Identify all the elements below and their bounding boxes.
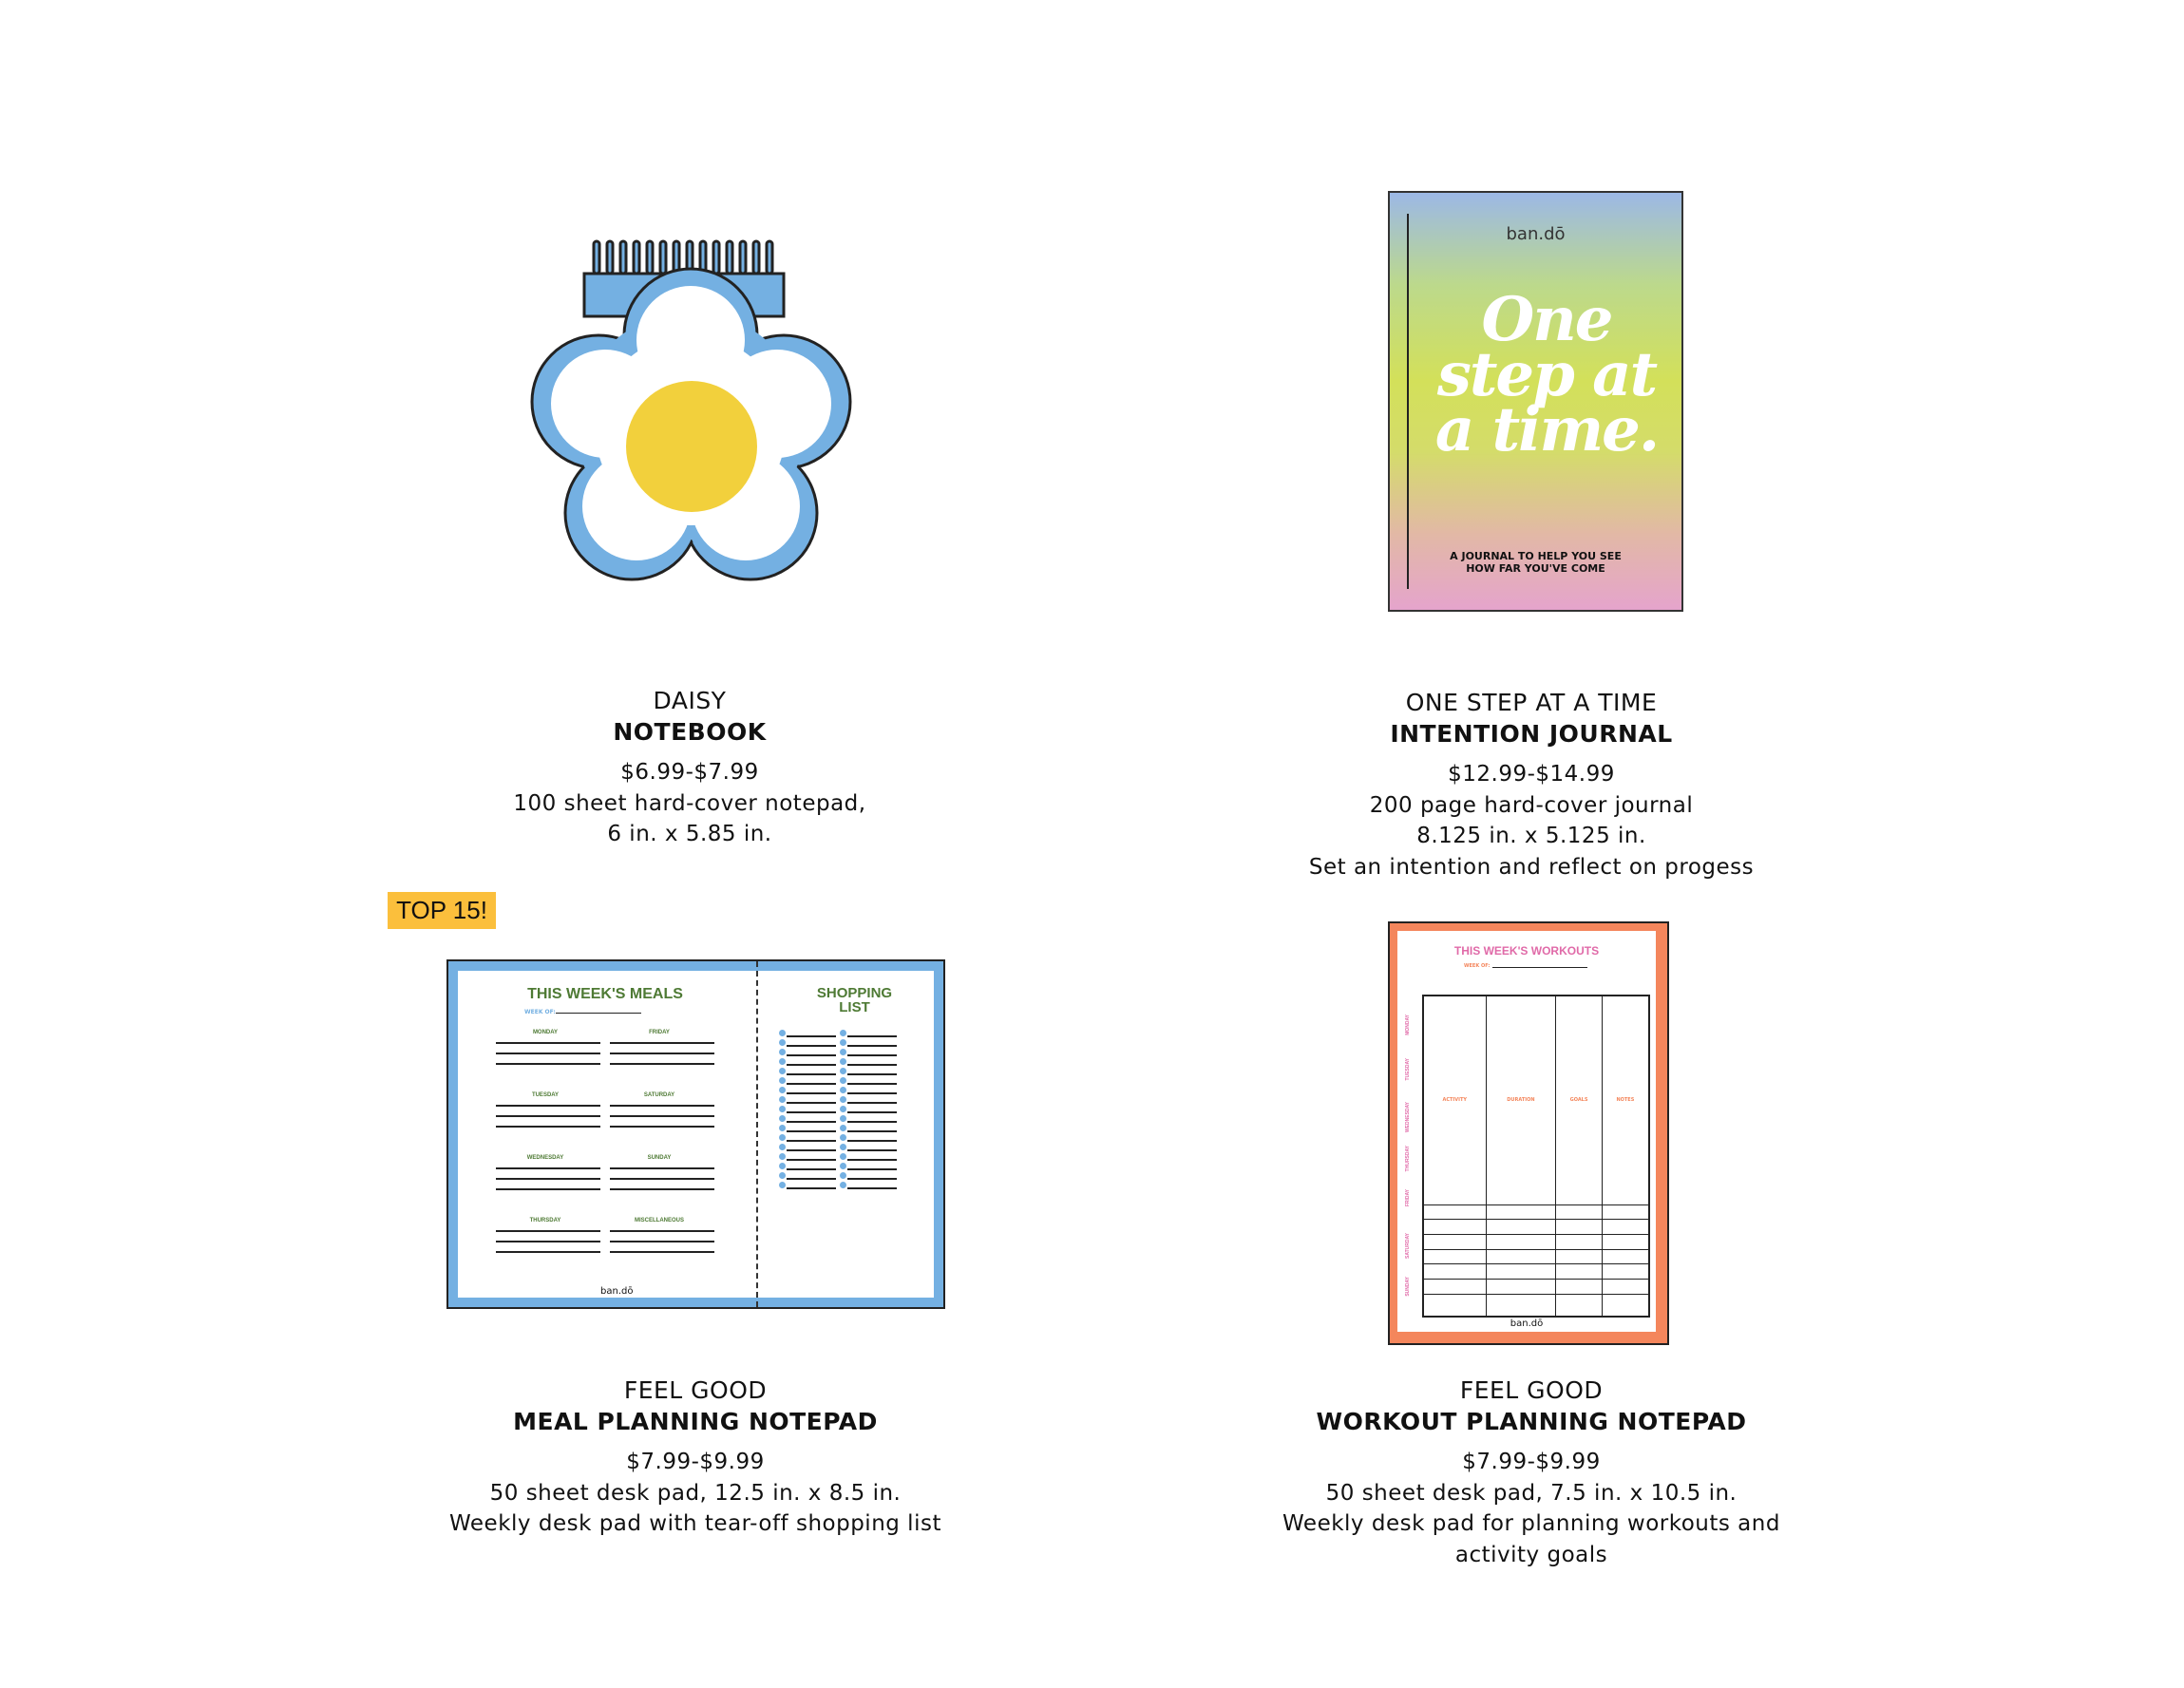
table-cell (1423, 1235, 1486, 1250)
list-line (787, 1159, 836, 1161)
checkbox-dot-icon (840, 1087, 846, 1093)
spiral-coil (740, 241, 746, 274)
table-row (1423, 1235, 1649, 1250)
checkbox-dot-icon (840, 1106, 846, 1112)
table-cell (1556, 1264, 1603, 1280)
workout-day-label: SATURDAY (1405, 1233, 1411, 1259)
table-cell (1423, 1294, 1486, 1317)
table-cell (1556, 1249, 1603, 1264)
list-line (787, 1064, 836, 1066)
write-line (610, 1241, 714, 1242)
workout-day-label: SUNDAY (1405, 1277, 1411, 1297)
list-line (847, 1035, 897, 1037)
journal-cover-subtitle (1390, 550, 1681, 575)
meal-day-label: MONDAY (532, 1030, 559, 1035)
checkbox-dot-icon (779, 1087, 786, 1093)
spiral-coil (620, 241, 626, 274)
list-line (787, 1054, 836, 1056)
shopping-list-title (771, 986, 938, 1015)
table-cell (1486, 1204, 1556, 1220)
list-line (787, 1035, 836, 1037)
table-cell (1602, 1249, 1649, 1264)
product-detail: Set an intention and reflect on progess (1308, 854, 1755, 880)
table-row (1423, 1264, 1649, 1280)
checkbox-dot-icon (779, 1049, 786, 1055)
checkbox-dot-icon (779, 1125, 786, 1131)
product-name: NOTEBOOK (613, 717, 767, 746)
write-line (496, 1178, 600, 1180)
list-line (787, 1073, 836, 1075)
column-header: ACTIVITY (1423, 996, 1486, 1204)
spiral-coil (607, 241, 613, 274)
table-row (1423, 1204, 1649, 1220)
list-line (847, 1140, 897, 1142)
column-header: NOTES (1602, 996, 1649, 1204)
table-cell (1602, 1235, 1649, 1250)
table-cell (1423, 1204, 1486, 1220)
workout-day-label: MONDAY (1405, 1015, 1411, 1035)
meal-day-label: SATURDAY (643, 1092, 675, 1098)
checkbox-dot-icon (779, 1096, 786, 1103)
intention-journal-image (1388, 191, 1683, 612)
table-cell (1486, 1235, 1556, 1250)
meal-day-label: SUNDAY (647, 1155, 672, 1161)
product-line1: FEEL GOOD (1459, 1376, 1604, 1404)
shopping-title-line: SHOPPING (816, 985, 893, 1001)
top-15-badge: TOP 15! (388, 892, 496, 929)
table-cell (1423, 1220, 1486, 1235)
product-detail: 50 sheet desk pad, 12.5 in. x 8.5 in. (489, 1480, 902, 1506)
list-line (847, 1083, 897, 1085)
tear-off-perforation (756, 961, 758, 1307)
checkbox-dot-icon (840, 1134, 846, 1141)
meal-day-label: TUESDAY (531, 1092, 560, 1098)
list-line (847, 1149, 897, 1151)
notepad-paper (1397, 931, 1656, 1332)
checkbox-dot-icon (840, 1115, 846, 1122)
checkbox-dot-icon (840, 1125, 846, 1131)
product-info-meal-pad (363, 1375, 1028, 1540)
subtitle-line: HOW FAR YOU'VE COME (1466, 562, 1605, 575)
list-line (847, 1092, 897, 1094)
list-line (787, 1149, 836, 1151)
list-line (787, 1083, 836, 1085)
table-cell (1556, 1280, 1603, 1295)
write-line (496, 1053, 600, 1054)
workout-day-label: FRIDAY (1405, 1189, 1411, 1207)
product-line1: FEEL GOOD (623, 1376, 768, 1404)
workout-day-label: TUESDAY (1405, 1058, 1411, 1081)
list-line (847, 1054, 897, 1056)
table-cell (1486, 1280, 1556, 1295)
product-price: $6.99-$7.99 (620, 760, 759, 785)
spiral-coil (634, 241, 639, 274)
list-line (847, 1073, 897, 1075)
workout-table (1422, 995, 1650, 1318)
list-line (847, 1121, 897, 1123)
checkbox-dot-icon (840, 1153, 846, 1160)
week-of-label: WEEK OF: (524, 1009, 556, 1015)
table-cell (1556, 1204, 1603, 1220)
product-detail: 100 sheet hard-cover notepad, (513, 790, 866, 816)
write-line (610, 1105, 714, 1107)
checkbox-dot-icon (779, 1058, 786, 1065)
table-cell (1486, 1249, 1556, 1264)
product-info-journal (1199, 688, 1864, 882)
checkbox-dot-icon (840, 1144, 846, 1150)
workout-planning-notepad-image (1388, 921, 1669, 1345)
checkbox-dot-icon (779, 1144, 786, 1150)
table-row (1423, 1249, 1649, 1264)
table-cell (1602, 1264, 1649, 1280)
write-line (610, 1188, 714, 1190)
checkbox-dot-icon (840, 1049, 846, 1055)
list-line (847, 1159, 897, 1161)
product-detail: 6 in. x 5.85 in. (607, 822, 772, 846)
write-line (496, 1230, 600, 1232)
write-line (496, 1251, 600, 1253)
product-info-daisy (357, 686, 1022, 850)
checkbox-dot-icon (779, 1068, 786, 1074)
product-line1: DAISY (653, 687, 727, 714)
meal-day-label: WEDNESDAY (526, 1155, 564, 1161)
product-name: MEAL PLANNING NOTEPAD (513, 1407, 878, 1435)
table-cell (1602, 1280, 1649, 1295)
checkbox-dot-icon (840, 1030, 846, 1036)
write-line (496, 1105, 600, 1107)
list-line (787, 1178, 836, 1180)
write-line (496, 1115, 600, 1117)
meal-pad-title: THIS WEEK'S MEALS (527, 986, 683, 1002)
column-header: GOALS (1556, 996, 1603, 1204)
list-line (847, 1130, 897, 1132)
list-line (847, 1111, 897, 1113)
spiral-coil (647, 241, 653, 274)
meal-day-label: FRIDAY (649, 1030, 670, 1035)
write-line (610, 1126, 714, 1128)
write-line (610, 1063, 714, 1065)
list-line (847, 1187, 897, 1189)
product-line1: ONE STEP AT A TIME (1405, 689, 1658, 716)
shopping-title-line: LIST (839, 999, 870, 1015)
checkbox-dot-icon (779, 1077, 786, 1084)
product-detail: 50 sheet desk pad, 7.5 in. x 10.5 in. (1325, 1480, 1738, 1506)
list-line (787, 1187, 836, 1189)
checkbox-dot-icon (840, 1077, 846, 1084)
daisy-center (626, 381, 757, 512)
table-row (1423, 1280, 1649, 1295)
checkbox-dot-icon (840, 1068, 846, 1074)
brand-logo: ban.dō (1510, 1318, 1544, 1329)
table-cell (1602, 1220, 1649, 1235)
write-line (610, 1115, 714, 1117)
product-price: $12.99-$14.99 (1448, 762, 1615, 787)
list-line (847, 1064, 897, 1066)
table-cell (1602, 1294, 1649, 1317)
journal-cover-title: One step at a time. (1434, 284, 1659, 465)
spiral-coil (594, 241, 599, 274)
table-cell (1486, 1220, 1556, 1235)
brand-logo: ban.dō (600, 1286, 634, 1297)
meal-day-label: MISCELLANEOUS (634, 1218, 684, 1223)
checkbox-dot-icon (779, 1134, 786, 1141)
write-line (496, 1188, 600, 1190)
product-price: $7.99-$9.99 (626, 1450, 765, 1474)
table-cell (1423, 1249, 1486, 1264)
daisy-notebook-image (513, 236, 869, 616)
list-line (787, 1121, 836, 1123)
checkbox-dot-icon (779, 1153, 786, 1160)
spiral-coil (767, 241, 772, 274)
list-line (787, 1102, 836, 1104)
write-line (496, 1126, 600, 1128)
product-name: INTENTION JOURNAL (1390, 719, 1673, 748)
write-line (610, 1251, 714, 1253)
checkbox-dot-icon (840, 1182, 846, 1188)
brand-logo: ban.dō (1506, 224, 1566, 244)
write-line (496, 1042, 600, 1044)
table-cell (1556, 1220, 1603, 1235)
product-detail: Weekly desk pad with tear-off shopping list (449, 1511, 941, 1536)
table-cell (1602, 1204, 1649, 1220)
checkbox-dot-icon (779, 1030, 786, 1036)
table-cell (1423, 1280, 1486, 1295)
checkbox-dot-icon (779, 1106, 786, 1112)
meal-planning-notepad-image (446, 959, 945, 1309)
list-line (787, 1140, 836, 1142)
spiral-coil (753, 241, 759, 274)
list-line (847, 1102, 897, 1104)
checkbox-dot-icon (779, 1182, 786, 1188)
write-line (610, 1042, 714, 1044)
list-line (847, 1168, 897, 1170)
write-line (610, 1178, 714, 1180)
table-cell (1556, 1294, 1603, 1317)
checkbox-dot-icon (779, 1172, 786, 1179)
checkbox-dot-icon (840, 1039, 846, 1046)
list-line (787, 1168, 836, 1170)
checkbox-dot-icon (840, 1163, 846, 1169)
product-info-workout-pad (1199, 1375, 1864, 1570)
subtitle-line: A JOURNAL TO HELP YOU SEE (1450, 550, 1622, 562)
product-detail: Weekly desk pad for planning workouts and (1282, 1511, 1780, 1536)
list-line (847, 1045, 897, 1047)
meal-day-label: THURSDAY (529, 1218, 561, 1223)
write-line (610, 1053, 714, 1054)
write-line (496, 1063, 600, 1065)
product-name: WORKOUT PLANNING NOTEPAD (1316, 1407, 1747, 1435)
product-price: $7.99-$9.99 (1462, 1450, 1601, 1474)
spiral-coil (713, 241, 719, 274)
write-line (496, 1241, 600, 1242)
write-line (496, 1167, 600, 1169)
product-detail: 200 page hard-cover journal (1369, 792, 1694, 818)
checkbox-dot-icon (779, 1115, 786, 1122)
list-line (787, 1092, 836, 1094)
list-line (787, 1130, 836, 1132)
checkbox-dot-icon (779, 1039, 786, 1046)
list-line (787, 1045, 836, 1047)
workout-day-label: WEDNESDAY (1405, 1102, 1411, 1133)
checkbox-dot-icon (779, 1163, 786, 1169)
list-line (847, 1178, 897, 1180)
checkbox-dot-icon (840, 1058, 846, 1065)
spiral-coil (727, 241, 732, 274)
table-row (1423, 1220, 1649, 1235)
workout-pad-title: THIS WEEK'S WORKOUTS (1453, 944, 1600, 958)
week-of-label: WEEK OF: (1464, 963, 1491, 969)
checkbox-dot-icon (840, 1172, 846, 1179)
table-cell (1556, 1235, 1603, 1250)
write-line (610, 1230, 714, 1232)
workout-day-label: THURSDAY (1405, 1146, 1411, 1172)
column-header: DURATION (1486, 996, 1556, 1204)
product-detail: activity goals (1454, 1542, 1608, 1567)
spiral-coil (660, 241, 666, 274)
notepad-paper (458, 971, 934, 1298)
table-cell (1486, 1294, 1556, 1317)
checkbox-dot-icon (840, 1096, 846, 1103)
table-row (1423, 1294, 1649, 1317)
write-line (610, 1167, 714, 1169)
table-cell (1423, 1264, 1486, 1280)
table-cell (1486, 1264, 1556, 1280)
product-detail: 8.125 in. x 5.125 in. (1416, 824, 1646, 848)
list-line (787, 1111, 836, 1113)
